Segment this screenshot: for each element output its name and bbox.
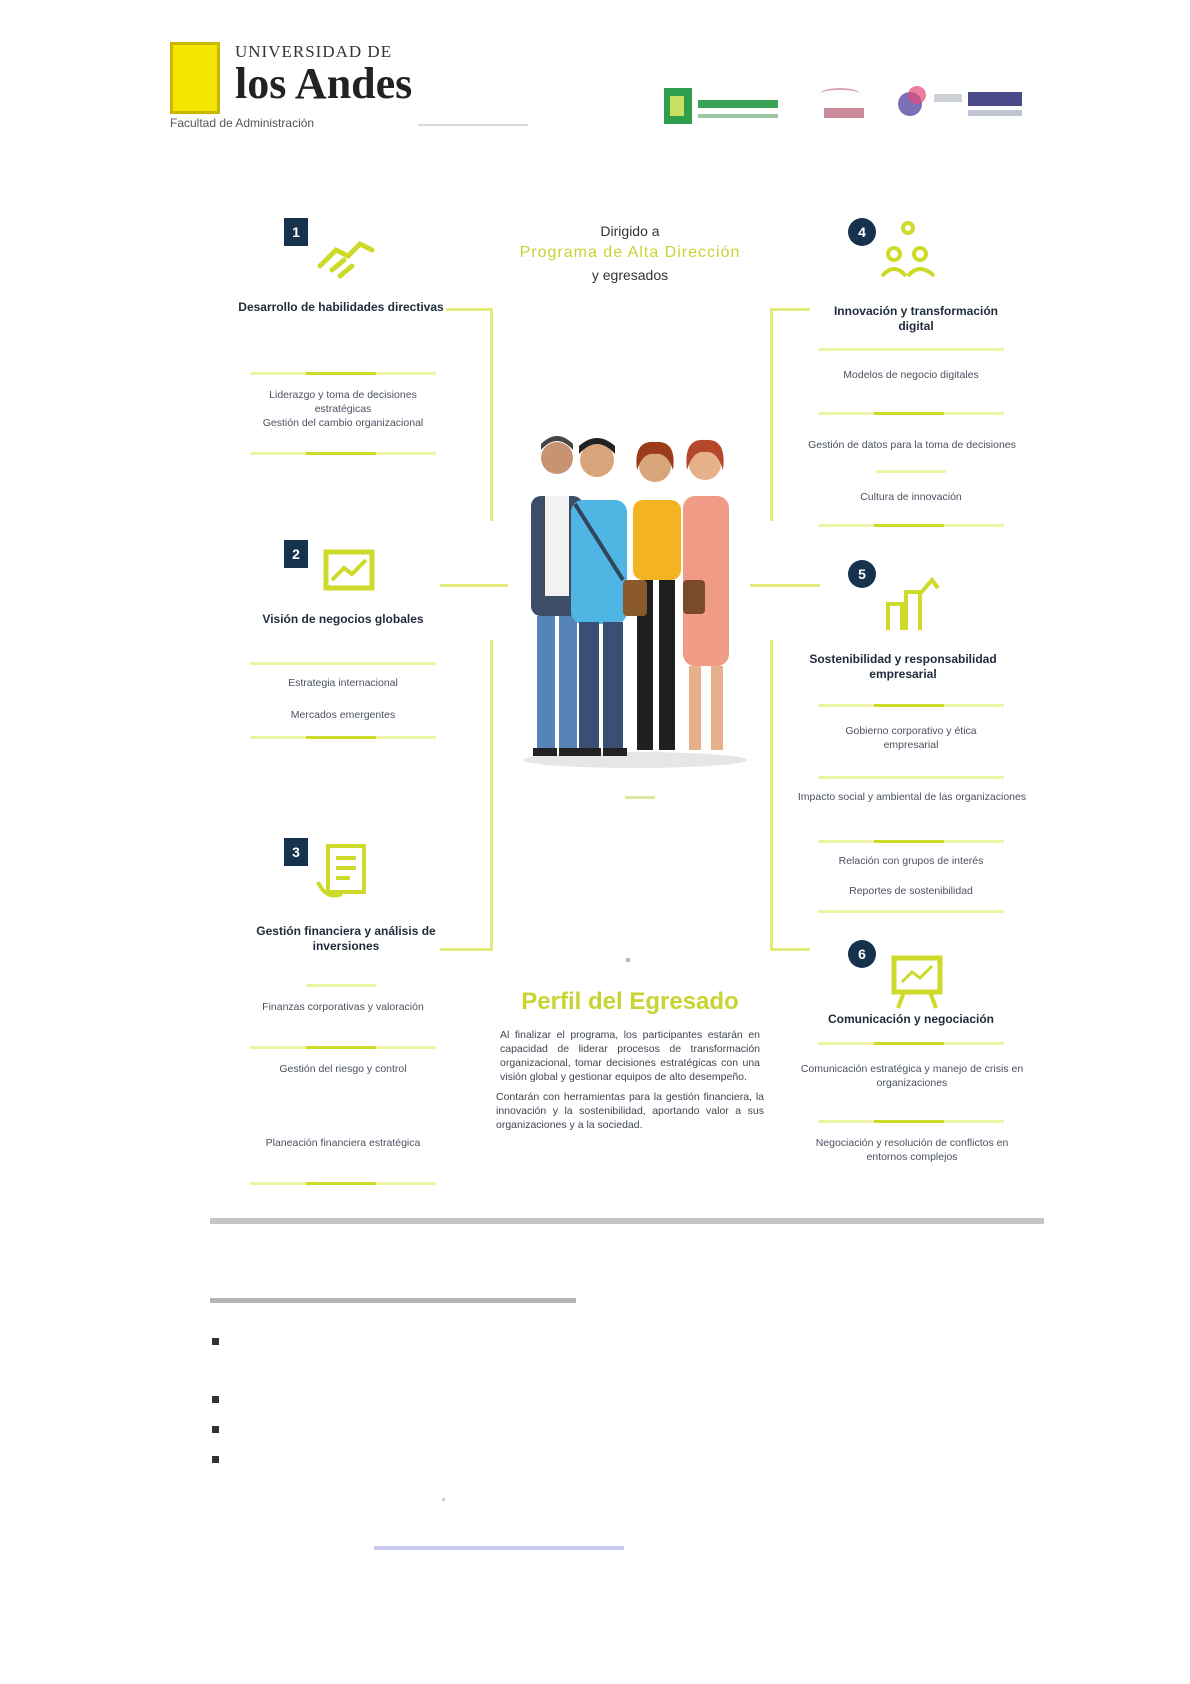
partner-logo-1 — [418, 90, 528, 126]
section-title-3: Gestión financiera y análisis de inversiones — [256, 924, 436, 953]
partner-logo-2 — [664, 84, 784, 128]
logo-line3: Facultad de Administración — [170, 116, 315, 130]
connector-line — [770, 308, 810, 311]
small-dot — [626, 958, 630, 962]
section-item: Comunicación estratégica y manejo de crisis en organizaciones — [800, 1063, 1024, 1089]
people-icon — [876, 218, 940, 278]
section-number-4: 4 — [848, 218, 876, 246]
bullet-marker — [212, 1426, 219, 1433]
connector-line — [440, 584, 508, 587]
separator — [818, 1042, 1004, 1045]
section-item: Planeación financiera estratégica — [265, 1137, 421, 1149]
section-title-1: Desarrollo de habilidades directivas — [238, 300, 444, 314]
section-item: Estrategia internacional — [288, 677, 398, 689]
small-dot — [442, 1498, 445, 1501]
center-heading — [470, 220, 790, 286]
section-number-1: 1 — [284, 218, 308, 246]
separator — [250, 736, 436, 739]
section-item: Gobierno corporativo y ética empresarial — [845, 725, 977, 751]
separator — [818, 348, 1004, 351]
center-heading-top: Dirigido a — [600, 223, 660, 239]
section-item: Mercados emergentes — [290, 709, 396, 721]
perfil-paragraph-2: Contarán con herramientas para la gestión financiera, la innovación y la sostenibilidad, aportando valor a sus organizaciones y a la sociedad. — [496, 1091, 764, 1131]
chart-icon — [318, 542, 382, 602]
separator — [818, 776, 1004, 779]
section-item: Gestión del cambio organizacional — [262, 417, 424, 429]
center-heading-bottom: y egresados — [591, 267, 669, 283]
connector-line — [770, 308, 773, 521]
people-illustration — [505, 430, 765, 770]
separator — [818, 840, 1004, 843]
partner-logo-4 — [898, 84, 1028, 128]
connector-line — [770, 640, 773, 950]
section-item: Relación con grupos de interés — [838, 855, 984, 867]
section-underline — [210, 1298, 576, 1303]
separator — [306, 984, 376, 987]
separator — [876, 470, 946, 473]
section-item: Finanzas corporativas y valoración — [262, 1001, 424, 1013]
link-underline[interactable] — [374, 1546, 624, 1550]
section-title-4: Innovación y transformación digital — [833, 304, 999, 333]
separator — [250, 452, 436, 455]
divider-dash — [625, 796, 655, 799]
separator — [250, 662, 436, 665]
perfil-paragraph-1: Al finalizar el programa, los participantes estarán en capacidad de liderar procesos de transformación organizacional, tomar decisiones estratégicas con una visión global y gestionar equipos de alto desempeño. — [500, 1029, 760, 1083]
section-number-5: 5 — [848, 560, 876, 588]
document-icon — [312, 842, 376, 902]
section-title-6: Comunicación y negociación — [827, 1012, 995, 1026]
separator — [818, 524, 1004, 527]
connector-line — [490, 640, 493, 950]
presentation-icon — [884, 952, 948, 1012]
connector-line — [490, 308, 493, 521]
growth-icon — [880, 574, 944, 634]
separator — [818, 704, 1004, 707]
bullet-marker — [212, 1456, 219, 1463]
section-number-6: 6 — [848, 940, 876, 968]
section-item: Reportes de sostenibilidad — [849, 885, 973, 897]
university-logo-mark — [170, 42, 220, 114]
separator — [818, 412, 1004, 415]
logo-line1: UNIVERSIDAD DE — [235, 42, 393, 61]
section-item: Negociación y resolución de conflictos en entornos complejos — [815, 1137, 1009, 1163]
section-number-3: 3 — [284, 838, 308, 866]
section-title-5: Sostenibilidad y responsabilidad empresarial — [809, 652, 997, 681]
center-heading-highlight: Programa de Alta Dirección — [519, 244, 741, 261]
section-title-2: Visión de negocios globales — [262, 612, 424, 626]
perfil-title: Perfil del Egresado — [521, 988, 739, 1015]
section-number-2: 2 — [284, 540, 308, 568]
horizontal-rule — [210, 1218, 1044, 1224]
section-item: Gestión del riesgo y control — [279, 1063, 407, 1075]
partner-logo-3 — [812, 80, 874, 130]
separator — [818, 910, 1004, 913]
separator — [250, 372, 436, 375]
section-item: Impacto social y ambiental de las organizaciones — [797, 791, 1027, 803]
section-item: Gestión de datos para la toma de decisiones — [808, 439, 1016, 451]
section-item: Cultura de innovación — [860, 491, 962, 503]
bullet-marker — [212, 1338, 219, 1345]
section-item: Liderazgo y toma de decisiones estratégicas — [269, 389, 417, 415]
handshake-icon — [314, 226, 378, 286]
bullet-marker — [212, 1396, 219, 1403]
section-item: Modelos de negocio digitales — [843, 369, 979, 381]
connector-line — [770, 948, 810, 951]
logo-line2: los Andes — [235, 59, 413, 108]
separator — [818, 1120, 1004, 1123]
separator — [250, 1182, 436, 1185]
separator — [250, 1046, 436, 1049]
